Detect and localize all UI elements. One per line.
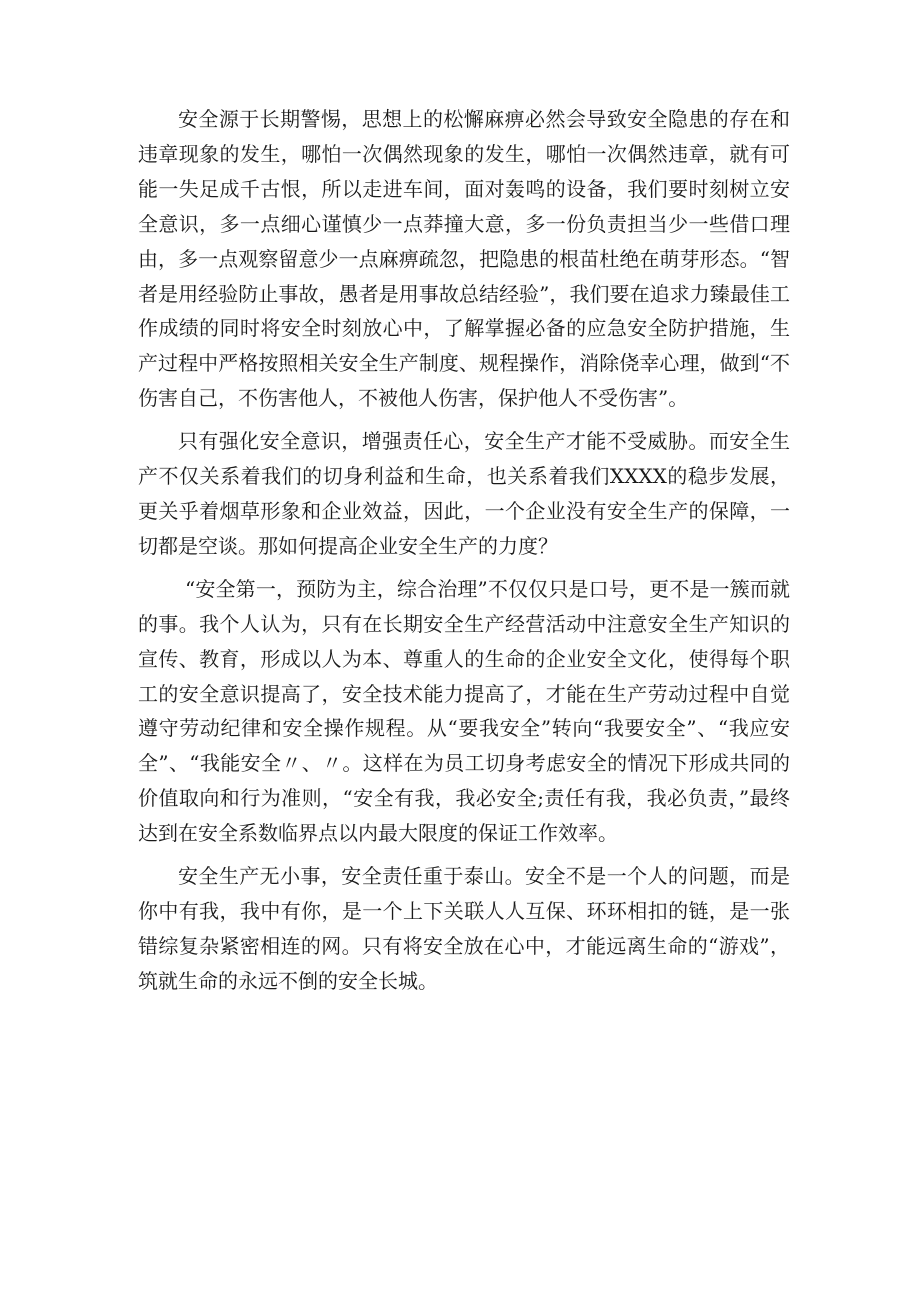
paragraph-3: “安全第一，预防为主，综合治理”不仅仅只是口号，更不是一簇而就的事。我个人认为，只有在长期安全生产经营活动中注意安全生产知识的宣传、教育，形成以人为本、尊重人的生命的企业安全文化，使得每个职工的安全意识提高了，安全技术能力提高了，才能在生产劳动过程中自觉遵守劳动纪律和安全操作规程。从“要我安全”转向“我要安全”、“我应安全”、“我能安全〃、〃。这样在为员工切身考虑安全的情况下形成共同的价值取向和行为准则，“安全有我，我必安全;责任有我，我必负责，”最终达到在安全系数临界点以内最大限度的保证工作效率。 xyxy=(138,576,790,846)
document-body xyxy=(138,102,790,1007)
paragraph-4: 安全生产无小事，安全责任重于泰山。安全不是一个人的问题，而是你中有我，我中有你，是一个上下关联人人互保、环环相扣的链，是一张错综复杂紧密相连的网。只有将安全放在心中，才能远离生命的“游戏”，筑就生命的永远不倒的安全长城。 xyxy=(138,864,790,993)
paragraph-2: 只有强化安全意识，增强责任心，安全生产才能不受威胁。而安全生产不仅关系着我们的切身利益和生命，也关系着我们XXXX的稳步发展，更关乎着烟草形象和企业效益，因此，一个企业没有安全生产的保障，一切都是空谈。那如何提高企业安全生产的力度？ xyxy=(138,429,790,558)
paragraph-1: 安全源于长期警惕，思想上的松懈麻痹必然会导致安全隐患的存在和违章现象的发生，哪怕一次偶然现象的发生，哪怕一次偶然违章，就有可能一失足成千古恨，所以走进车间，面对轰鸣的设备，我们要时刻树立安全意识，多一点细心谨慎少一点莽撞大意，多一份负责担当少一些借口理由，多一点观察留意少一点麻痹疏忽，把隐患的根苗杜绝在萌芽形态。“智者是用经验防止事故，愚者是用事故总结经验”，我们要在追求力臻最佳工作成绩的同时将安全时刻放心中，了解掌握必备的应急安全防护措施，生产过程中严格按照相关安全生产制度、规程操作，消除侥幸心理，做到“不伤害自己，不伤害他人，不被他人伤害，保护他人不受伤害”。 xyxy=(138,107,790,411)
